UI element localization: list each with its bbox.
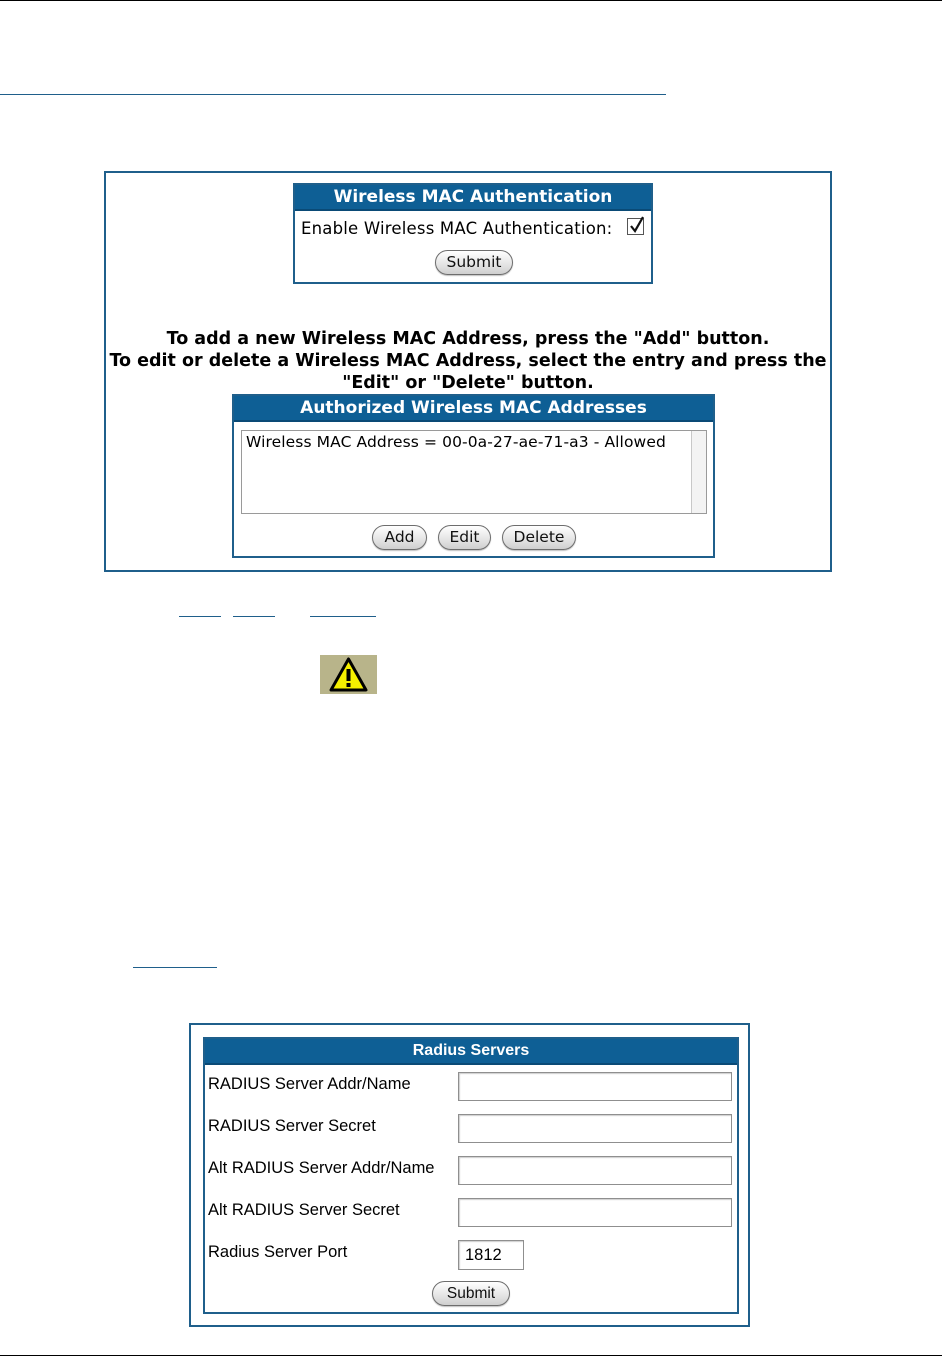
edit-link[interactable] [233,616,275,617]
mac-auth-panel [293,183,653,284]
mac-address-listbox[interactable] [241,430,707,514]
authorized-mac-panel [232,394,715,558]
mac-auth-submit-button[interactable]: Submit [435,250,513,275]
listbox-scrollbar[interactable] [691,431,706,513]
authorized-mac-title: Authorized Wireless MAC Addresses [234,396,713,422]
radius-server-secret-label: RADIUS Server Secret [208,1117,376,1135]
instruction-line-3: "Edit" or "Delete" button. [342,373,594,393]
delete-link[interactable] [310,616,376,617]
instruction-line-1: To add a new Wireless MAC Address, press the "Add" button. [166,329,770,349]
header-link-underline[interactable] [0,94,666,95]
list-item[interactable]: Wireless MAC Address = 00-0a-27-ae-71-a3 - Allowed [246,433,666,451]
alt-radius-server-secret-label: Alt RADIUS Server Secret [208,1201,400,1219]
radius-servers-title: Radius Servers [205,1039,737,1065]
alt-radius-server-addr-input[interactable] [458,1156,732,1185]
radius-server-secret-input[interactable] [458,1114,732,1143]
radius-server-port-label: Radius Server Port [208,1243,348,1261]
mac-auth-title: Wireless MAC Authentication [295,185,651,211]
delete-button[interactable]: Delete [502,525,576,550]
radius-server-addr-input[interactable] [458,1072,732,1101]
add-link[interactable] [179,616,221,617]
radius-submit-button[interactable]: Submit [432,1281,510,1306]
top-rule [0,0,942,1]
alt-radius-server-addr-label: Alt RADIUS Server Addr/Name [208,1159,435,1177]
edit-button[interactable]: Edit [438,525,491,550]
bottom-rule [0,1355,942,1356]
reference-link[interactable] [133,967,217,968]
alt-radius-server-secret-input[interactable] [458,1198,732,1227]
add-button[interactable]: Add [372,525,427,550]
instruction-line-2: To edit or delete a Wireless MAC Address, select the entry and press the [109,351,827,371]
enable-mac-auth-label: Enable Wireless MAC Authentication: [301,219,613,238]
radius-server-port-input[interactable]: 1812 [458,1240,524,1270]
warning-icon [320,655,377,694]
enable-mac-auth-checkbox[interactable] [627,218,644,235]
checkbox-checked-icon [629,216,645,234]
radius-server-addr-label: RADIUS Server Addr/Name [208,1075,411,1093]
